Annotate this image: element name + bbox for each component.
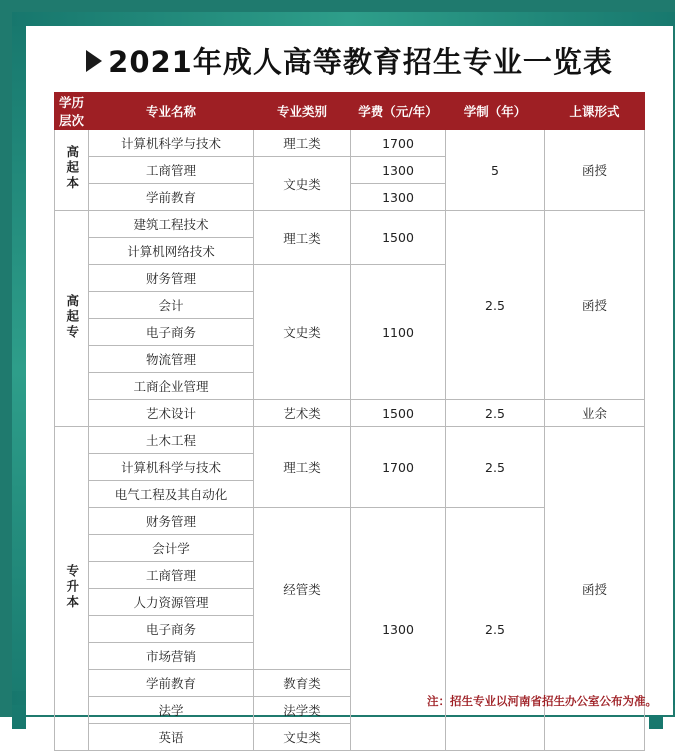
major-length: 5 xyxy=(446,130,545,211)
table-row xyxy=(55,400,645,427)
major-form: 函授 xyxy=(545,130,645,211)
major-name: 学前教育 xyxy=(89,670,254,697)
level-label: 高起本 xyxy=(64,145,80,192)
major-length: 2.5 xyxy=(446,211,545,400)
major-name: 建筑工程技术 xyxy=(89,211,254,238)
major-name: 英语 xyxy=(89,724,254,751)
table-header-row xyxy=(55,93,645,130)
level-label: 高起专 xyxy=(64,293,80,341)
major-name: 电子商务 xyxy=(89,616,254,643)
major-name: 电气工程及其自动化 xyxy=(89,481,254,508)
col-header-length: 学制（年） xyxy=(446,93,545,130)
level-cell-zhuanshengben xyxy=(55,427,89,751)
major-form: 业余 xyxy=(545,400,645,427)
major-name: 财务管理 xyxy=(89,508,254,535)
major-name: 会计学 xyxy=(89,535,254,562)
major-fee: 1700 xyxy=(351,427,446,508)
footnote: 注：招生专业以河南省招生办公室公布为准。 xyxy=(427,694,657,708)
major-length: 2.5 xyxy=(446,400,545,427)
majors-table xyxy=(54,92,645,751)
major-name: 法学 xyxy=(89,697,254,724)
table-body xyxy=(55,130,645,751)
major-name: 财务管理 xyxy=(89,265,254,292)
major-category: 艺术类 xyxy=(254,400,351,427)
major-name: 计算机科学与技术 xyxy=(89,454,254,481)
major-category: 文史类 xyxy=(254,265,351,400)
major-name: 工商管理 xyxy=(89,562,254,589)
major-name: 艺术设计 xyxy=(89,400,254,427)
major-name: 计算机科学与技术 xyxy=(89,130,254,157)
major-length: 2.5 xyxy=(446,508,545,751)
major-category: 理工类 xyxy=(254,130,351,157)
major-category: 理工类 xyxy=(254,211,351,265)
col-header-major: 专业名称 xyxy=(89,93,254,130)
col-header-form: 上课形式 xyxy=(545,93,645,130)
major-fee: 1300 xyxy=(351,184,446,211)
major-category: 教育类 xyxy=(254,670,351,697)
poster-content xyxy=(26,26,673,745)
table-row xyxy=(55,130,645,157)
major-form: 函授 xyxy=(545,211,645,400)
level-cell-gaoqiben xyxy=(55,130,89,211)
major-name: 物流管理 xyxy=(89,346,254,373)
major-length: 2.5 xyxy=(446,427,545,508)
major-fee: 1500 xyxy=(351,400,446,427)
table-row xyxy=(55,427,645,454)
major-name: 土木工程 xyxy=(89,427,254,454)
triangle-arrow-icon xyxy=(86,50,102,72)
major-category: 理工类 xyxy=(254,427,351,508)
major-name: 电子商务 xyxy=(89,319,254,346)
major-category: 文史类 xyxy=(254,724,351,751)
major-fee: 1300 xyxy=(351,157,446,184)
major-category: 文史类 xyxy=(254,157,351,211)
major-name: 学前教育 xyxy=(89,184,254,211)
major-fee: 1100 xyxy=(351,265,446,400)
col-header-level: 学历层次 xyxy=(55,93,89,130)
major-fee: 1300 xyxy=(351,508,446,751)
col-header-fee: 学费（元/年） xyxy=(351,93,446,130)
frame-border-left xyxy=(12,12,26,729)
major-name: 工商管理 xyxy=(89,157,254,184)
major-name: 会计 xyxy=(89,292,254,319)
page-title xyxy=(26,32,673,88)
major-name: 市场营销 xyxy=(89,643,254,670)
page-title-text: 2021年成人高等教育招生专业一览表 xyxy=(108,44,613,79)
table-header xyxy=(55,93,645,130)
major-category: 法学类 xyxy=(254,697,351,724)
major-name: 人力资源管理 xyxy=(89,589,254,616)
level-cell-gaoqizhuan xyxy=(55,211,89,427)
major-name: 工商企业管理 xyxy=(89,373,254,400)
major-category: 经管类 xyxy=(254,508,351,670)
major-fee: 1500 xyxy=(351,211,446,265)
major-fee: 1700 xyxy=(351,130,446,157)
level-label: 专升本 xyxy=(64,563,80,611)
major-form: 函授 xyxy=(545,427,645,751)
col-header-category: 专业类别 xyxy=(254,93,351,130)
frame-border-top xyxy=(12,12,675,26)
major-name: 计算机网络技术 xyxy=(89,238,254,265)
table-row xyxy=(55,211,645,238)
